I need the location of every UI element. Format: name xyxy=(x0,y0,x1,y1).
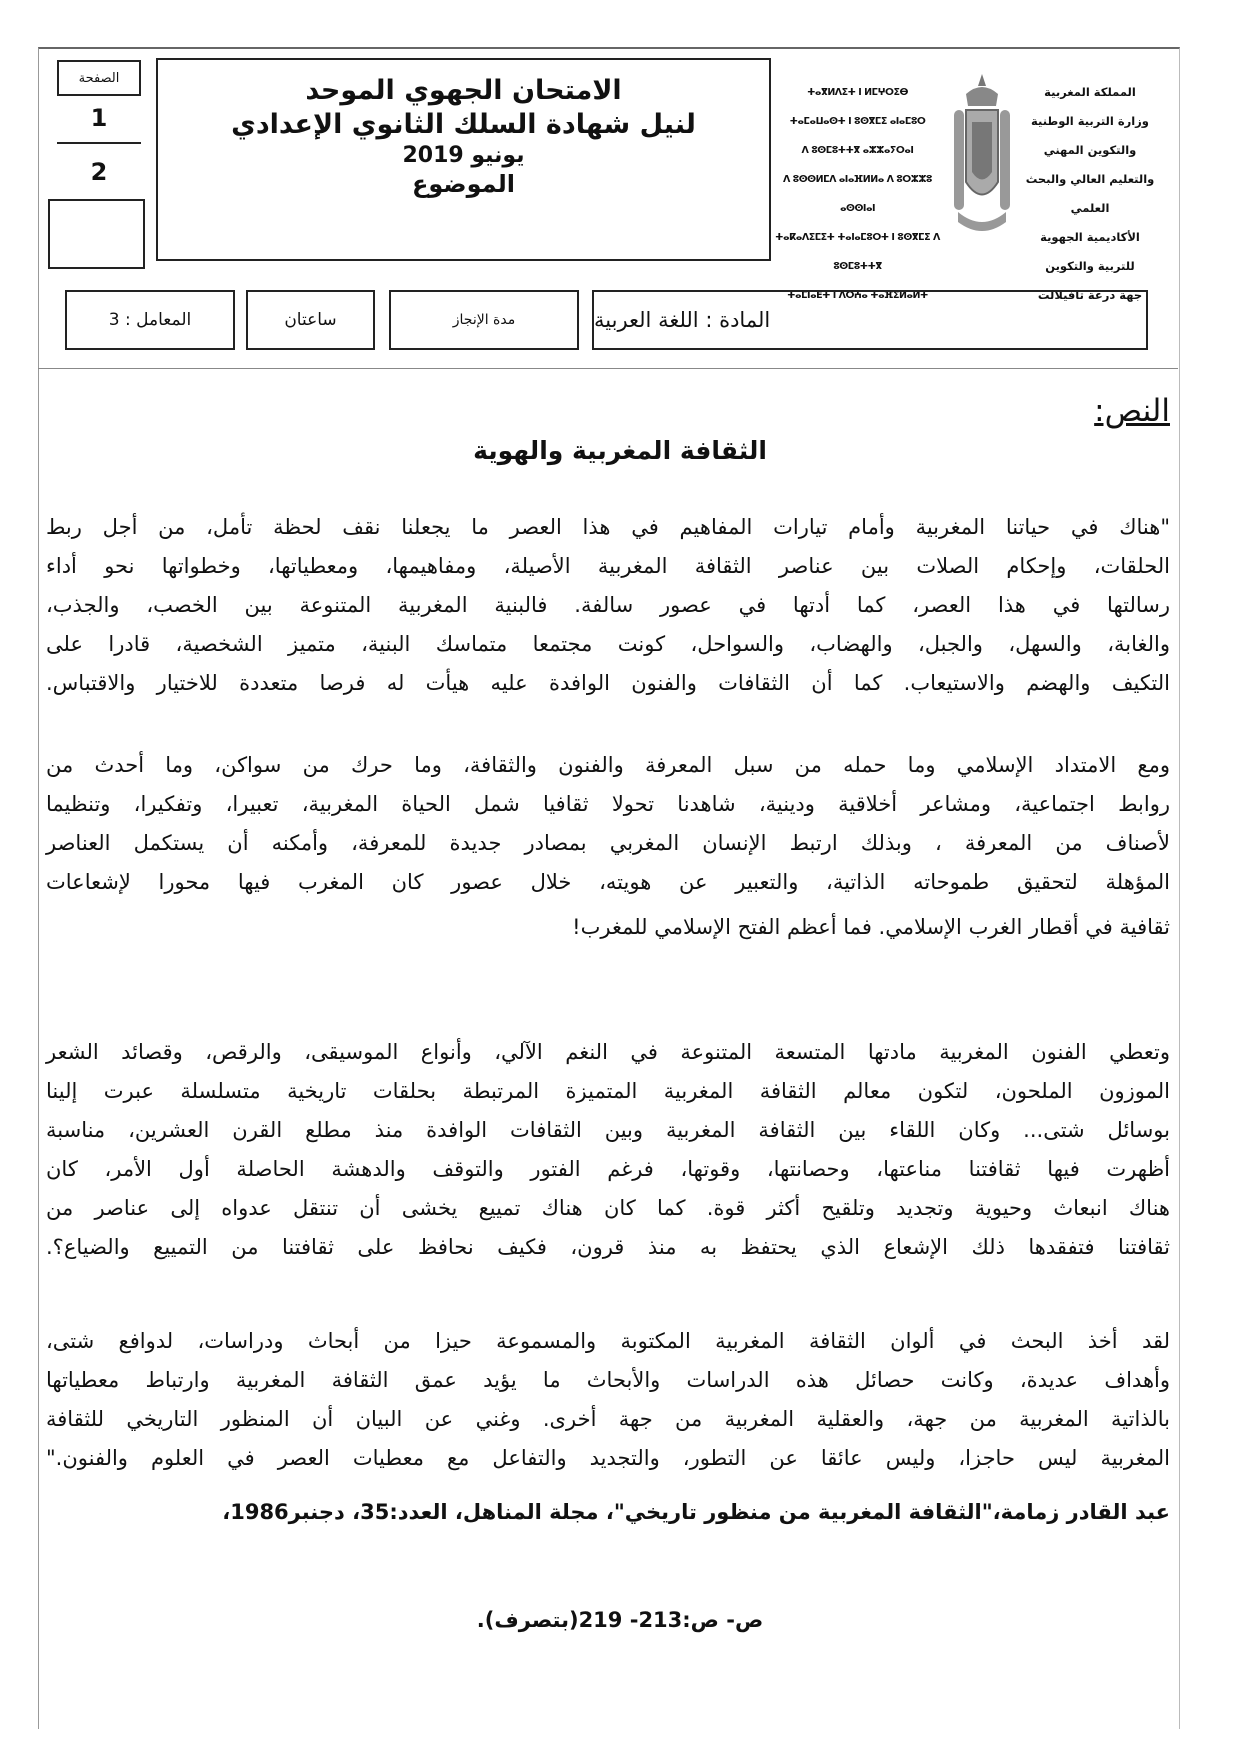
coefficient-box xyxy=(65,290,235,350)
ministry-line: الأكاديمية الجهوية للتربية والتكوين xyxy=(1040,230,1140,273)
ministry-line: وزارة التربية الوطنية xyxy=(1031,114,1149,128)
ministry-header xyxy=(1020,78,1160,310)
text-line: والغابة، والسهل، والجبل، والهضاب، والسواحل، كونت مجتمعا متماسك البنية، متميز الشخصية، قادرا على xyxy=(46,632,1170,656)
tifinagh-line: ⵜⴰⵎⴰⵡⴰⵙⵜ ⵏ ⵓⵙⴳⵎⵉ ⴰⵏⴰⵎⵓⵔ xyxy=(789,116,926,127)
ministry-line: والتعليم العالي والبحث العلمي xyxy=(1025,172,1155,215)
text-line: هناك انبعاث وحيوية وتجديد وتلقيح أكثر قوة. كما كان هناك تمييع يخشى أن تنتقل عدواه إلى عناصر من xyxy=(46,1196,1170,1220)
tifinagh-line: ⵜⴰⴽⴰⴷⵉⵎⵉⵜ ⵜⴰⵏⴰⵎⵓⵔⵜ ⵏ ⵓⵙⴳⵎⵉ ⴷ ⵓⵙⵎⵓⵜⵜⴳ xyxy=(775,232,940,272)
text-line: لأصناف من المعرفة ، وبذلك ارتبط الإنسان المغربي بمصادر جديدة للمعرفة، وأمكنه أن يستكمل العناصر xyxy=(46,831,1170,855)
text-line: المؤهلة لتحقيق طموحاته الذاتية، والتعبير عن هويته، خلال عصور كان المغرب فيها محورا لإشعاعات xyxy=(46,870,1170,894)
coat-of-arms-icon xyxy=(948,72,1016,242)
ministry-line: والتكوين المهني xyxy=(1043,143,1137,157)
text-title: الثقافة المغربية والهوية xyxy=(473,436,767,465)
text-line: لقد أخذ البحث في ألوان الثقافة المغربية المكتوبة والمسموعة حيزا من أبحاث ودراسات، لدوافع شتى، xyxy=(46,1329,1170,1353)
text-line: روابط اجتماعية، ومشاعر أخلاقية ودينية، شاهدنا تحولا ثقافيا شمل الحياة المغربية، تعبيرا، وتفكيرا، وتنظيما xyxy=(46,792,1170,816)
paragraph-2 xyxy=(46,746,1170,947)
grade-box xyxy=(48,199,145,269)
text-line: بوسائل شتى... وكان اللقاء بين الثقافة المغربية وبين الثقافات الوافدة منذ مطلع القرن العشرين، مناسبة xyxy=(46,1118,1170,1142)
tifinagh-line: ⵜⴰⴳⵍⴷⵉⵜ ⵏ ⵍⵎⵖⵔⵉⴱ xyxy=(807,87,908,98)
page-fraction-line xyxy=(57,142,141,144)
exam-title: الامتحان الجهوي الموحد xyxy=(305,75,622,106)
exam-subtitle: لنيل شهادة السلك الثانوي الإعدادي xyxy=(231,108,696,140)
page-total: 2 xyxy=(90,158,108,186)
text-line: ثقافتنا فتفقدها ذلك الإشعاع الذي يحتفظ به منذ قرون، فكيف نحافظ على ثقافتنا من التمييع والضياع؟. xyxy=(46,1235,1170,1259)
text-line: ومع الامتداد الإسلامي وما حمله من سبل المعرفة والفنون والثقافة، وما حرك من سواكن، وما أحدث من xyxy=(46,753,1170,777)
paragraph-3 xyxy=(46,1033,1170,1267)
text-line: رسالتها في هذا العصر، كما أدتها في عصور سالفة. فالبنية المغربية المتنوعة بين الخصب، والجذب، xyxy=(46,593,1170,617)
exam-title-box xyxy=(156,58,771,261)
paragraph-4 xyxy=(46,1322,1170,1478)
text-line: ثقافية في أقطار الغرب الإسلامي. فما أعظم الفتح الإسلامي للمغرب! xyxy=(572,915,1170,939)
coefficient: المعامل : 3 xyxy=(108,310,192,330)
text-line: المغربية ليس حاجزا، وليس عائقا عن التطور، والتجديد والتفاعل مع معطيات العصر في العلوم والفنون." xyxy=(46,1446,1170,1470)
text-line: وتعطي الفنون المغربية مادتها المتسعة المتنوعة في النغم الآلي، وأنواع الموسيقى، والرقص، وقصائد الشعر xyxy=(46,1040,1170,1064)
page-label: الصفحة xyxy=(78,70,120,86)
duration-value: ساعتان xyxy=(284,310,337,330)
citation-pages: ص- ص:213- 219(بتصرف). xyxy=(476,1608,764,1632)
exam-session: يونيو 2019 xyxy=(402,142,525,168)
citation: عبد القادر زمامة،"الثقافة المغربية من منظور تاريخي"، مجلة المناهل، العدد:35، دجنبر1986، xyxy=(222,1500,1170,1524)
duration-label: مدة الإنجاز xyxy=(452,312,516,328)
text-line: التكيف والهضم والاستيعاب. كما أن الثقافات والفنون الوافدة عليه هيأت له فرصا متعددة للاختيار والاقتباس. xyxy=(46,671,1170,695)
subject: المادة : اللغة العربية xyxy=(594,308,771,332)
ministry-line: جهة درعة تافيلالت xyxy=(1037,288,1143,302)
tifinagh-line: ⵜⴰⵎⵏⴰⴹⵜ ⵏ ⴷⵔⵄⴰ ⵜⴰⴼⵉⵍⴰⵍⵜ xyxy=(787,290,928,301)
duration-label-box xyxy=(389,290,579,350)
text-line: الحلقات، وإحكام الصلات بين عناصر الثقافة المغربية الأصيلة، ومفاهيمها، ومعطياتها، وخطواتها نحو أداء xyxy=(46,554,1170,578)
page-current: 1 xyxy=(90,104,108,132)
section-label: النص: xyxy=(1094,393,1170,429)
header-separator xyxy=(38,368,1178,369)
tifinagh-header xyxy=(775,78,940,310)
text-line: "هناك في حياتنا المغربية وأمام تيارات المفاهيم في هذا العصر ما يجعلنا نقف لحظة تأمل، من أجل ربط xyxy=(46,515,1170,539)
tifinagh-line: ⴷ ⵓⵙⵎⵓⵜⵜⴳ ⴰⵣⵣⴰⵢⵔⴰⵏ xyxy=(801,145,914,156)
text-line: الموزون الملحون، لتكون معالم الثقافة المغربية المتميزة المرتبطة بحلقات تاريخية متسلسلة عبرت إلينا xyxy=(46,1079,1170,1103)
subject-box xyxy=(592,290,1148,350)
doc-type: الموضوع xyxy=(411,170,515,198)
tifinagh-line: ⴷ ⵓⵙⵙⵍⵎⴷ ⴰⵏⴰⴼⵍⵍⴰ ⴷ ⵓⵔⵣⵣⵓ ⴰⵙⵙⵏⴰⵏ xyxy=(783,174,932,214)
duration-value-box xyxy=(246,290,375,350)
text-line: وأهداف عديدة، وكانت حصائل هذه الدراسات والأبحاث ما يؤيد عمق الثقافة المغربية وارتباط معطياتها xyxy=(46,1368,1170,1392)
text-line: بالذاتية المغربية من جهة، والعقلية المغربية من جهة أخرى. وغني عن البيان أن المنظور التاريخي للثقافة xyxy=(46,1407,1170,1431)
page-label-box xyxy=(57,60,141,96)
ministry-line: المملكة المغربية xyxy=(1044,85,1136,99)
paragraph-1 xyxy=(46,508,1170,703)
text-line: أظهرت فيها ثقافتنا مناعتها، وحصانتها، وقوتها، فرغم الفتور والتوقف والدهشة الحاصلة أول الأمر، كان xyxy=(46,1157,1170,1181)
